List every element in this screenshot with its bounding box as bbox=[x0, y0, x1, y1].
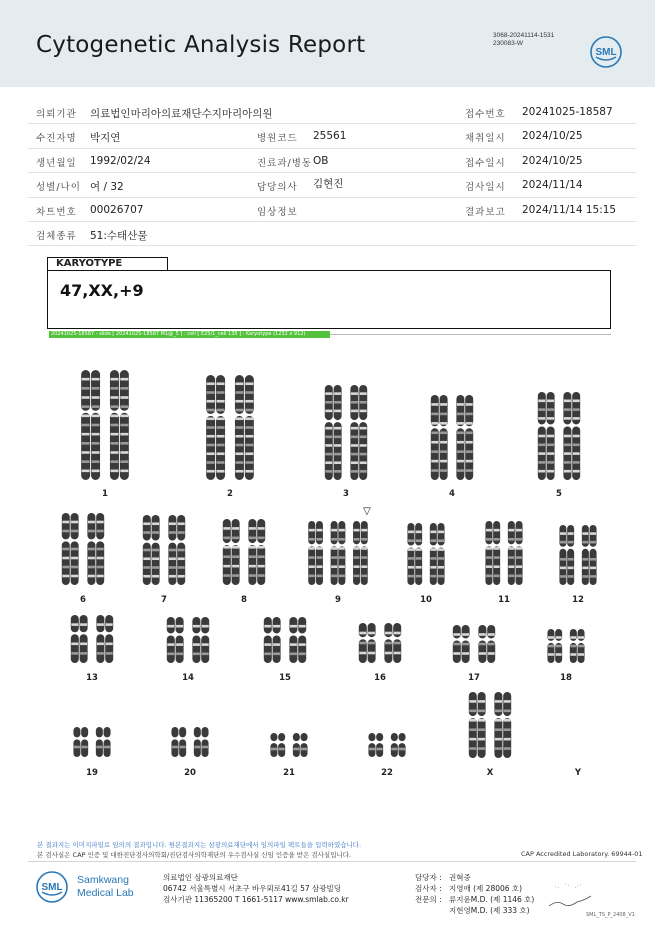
dept-label: 진료과/병동 bbox=[257, 157, 313, 169]
document-code: SML_TS_P_2408_V1 bbox=[586, 912, 635, 918]
institution-value: 의료법인마리아의료재단수지마리아의원 bbox=[90, 108, 273, 120]
report-code-line2: 230083-W bbox=[493, 40, 523, 47]
chromosome-label-20: 20 bbox=[184, 768, 196, 778]
chromosome-label-15: 15 bbox=[279, 673, 291, 683]
staff-specialist-value: 류지윤M.D. (제 1146 호) bbox=[449, 895, 535, 904]
chromosome-12 bbox=[559, 525, 596, 585]
chromosome-10 bbox=[407, 523, 444, 585]
report-title: Cytogenetic Analysis Report bbox=[36, 32, 366, 58]
chromosome-21 bbox=[270, 733, 307, 757]
chromosome-label-11: 11 bbox=[498, 595, 510, 605]
chromosome-label-X: X bbox=[486, 768, 494, 778]
chromosome-16 bbox=[359, 623, 401, 663]
dob-value: 1992/02/24 bbox=[90, 154, 151, 167]
footer-divider bbox=[28, 861, 636, 862]
chromosome-13 bbox=[71, 615, 113, 663]
report-code-line1: 3068-20241114-1531 bbox=[493, 32, 555, 39]
staff-manager-value: 권혁중 bbox=[449, 873, 471, 882]
sex-age-label: 성별/나이 bbox=[36, 182, 81, 194]
chromosome-19 bbox=[73, 727, 110, 757]
chromosome-label-14: 14 bbox=[182, 673, 194, 683]
specimen-label: 검체종류 bbox=[36, 230, 77, 242]
patient-value: 박지연 bbox=[90, 132, 121, 145]
chromosome-9 bbox=[308, 521, 368, 585]
chromosome-20 bbox=[171, 727, 208, 757]
karyotype-result: 47,XX,+9 bbox=[60, 281, 144, 300]
chromosome-label-16: 16 bbox=[374, 673, 386, 683]
chromosome-label-6: 6 bbox=[80, 595, 86, 605]
staff-manager-label: 담당자 : bbox=[415, 873, 442, 882]
lab-name-line1: Samkwang bbox=[77, 874, 129, 886]
signature-icon bbox=[545, 880, 595, 912]
staff-specialist-label: 전문의 : bbox=[415, 895, 442, 904]
receipt-no-label: 접수번호 bbox=[465, 109, 506, 120]
hospital-code-value: 25561 bbox=[313, 130, 347, 143]
chromosome-label-17: 17 bbox=[468, 673, 480, 683]
lab-name-line2: Medical Lab bbox=[77, 887, 134, 899]
chromosome-11 bbox=[485, 521, 522, 585]
lab-address: 06742 서울특별시 서초구 바우뫼로41길 57 삼광빌딩 bbox=[163, 884, 342, 893]
receipt-no-value: 20241025-18587 bbox=[522, 106, 613, 118]
chromosome-label-Y: Y bbox=[574, 768, 582, 778]
chromosome-15 bbox=[264, 617, 306, 663]
staff-tester-label: 검사자 : bbox=[415, 884, 442, 893]
chromosome-4 bbox=[431, 395, 473, 480]
chromosome-label-21: 21 bbox=[283, 768, 295, 778]
chromosome-label-19: 19 bbox=[86, 768, 98, 778]
extra-chromosome-marker-icon: ▽ bbox=[363, 506, 371, 517]
chromosome-2 bbox=[206, 375, 254, 480]
chromosome-8 bbox=[223, 519, 265, 585]
chromosome-22 bbox=[368, 733, 405, 757]
chromosome-label-3: 3 bbox=[343, 489, 349, 499]
chromosome-label-13: 13 bbox=[86, 673, 98, 683]
chart-no-value: 00026707 bbox=[90, 203, 144, 216]
test-date-value: 2024/11/14 bbox=[522, 179, 583, 192]
sex-age-value: 여 / 32 bbox=[90, 181, 124, 194]
doctor-label: 담당의사 bbox=[257, 182, 298, 194]
lab-contact: 검사기관 11365200 T 1661-5117 www.smlab.co.kr bbox=[163, 895, 349, 904]
chromosome-label-5: 5 bbox=[556, 489, 562, 499]
receipt-date-label: 접수일시 bbox=[465, 157, 506, 169]
chromosome-label-2: 2 bbox=[227, 489, 233, 499]
karyotype-tab: KARYOTYPE bbox=[47, 257, 168, 270]
report-date-value: 2024/11/14 15:15 bbox=[522, 203, 617, 216]
chromosome-label-12: 12 bbox=[572, 595, 584, 605]
chromosome-label-1: 1 bbox=[102, 489, 108, 499]
sml-logo-text: SML bbox=[595, 47, 617, 58]
samkwang-logo-mark: SML bbox=[41, 882, 63, 893]
dept-value: OB bbox=[313, 154, 329, 167]
chromosome-1 bbox=[81, 370, 129, 480]
collect-date-label: 채취일시 bbox=[465, 133, 506, 145]
foundation-name: 의료법인 삼광의료재단 bbox=[163, 873, 238, 882]
chromosome-18 bbox=[547, 629, 584, 663]
test-date-label: 검사일시 bbox=[465, 182, 506, 194]
specimen-value: 51:수태산물 bbox=[90, 229, 148, 242]
chromosome-label-4: 4 bbox=[449, 489, 455, 499]
receipt-date-value: 2024/10/25 bbox=[522, 154, 583, 167]
chromosome-6 bbox=[62, 513, 104, 585]
chromosome-3 bbox=[325, 385, 367, 480]
clinical-label: 임상정보 bbox=[257, 206, 298, 218]
cap-accreditation: CAP Accredited Laboratory. 69944-01 bbox=[521, 850, 643, 858]
slide-info-strip: 20241025-18587 - slide [ 20241025-18587 M1@_5 ] : cell [ E25/1_cell 135 ] : Karyotype (1232 x 912) bbox=[49, 331, 330, 338]
footer-note-blue: 본 결과지는 이미지파일로 임의의 결과입니다. 원본결과지는 삼광의료재단에서 임의파일 팩트들을 입력하였습니다. bbox=[37, 841, 362, 849]
dob-label: 생년월일 bbox=[36, 157, 77, 169]
chromosome-label-22: 22 bbox=[381, 768, 393, 778]
chromosome-label-10: 10 bbox=[420, 595, 432, 605]
chromosome-X bbox=[469, 692, 511, 758]
chart-no-label: 차트번호 bbox=[36, 206, 77, 218]
patient-label: 수진자명 bbox=[36, 133, 77, 145]
collect-date-value: 2024/10/25 bbox=[522, 130, 583, 143]
footer-note: 본 검사실은 CAP 인증 및 대한진단검사의학회/진단검사의학재단의 우수검사실 신임 인증을 받은 검사실입니다. bbox=[37, 851, 352, 859]
staff-tester-value: 지영애 (제 28006 호) bbox=[449, 884, 523, 893]
chromosome-label-7: 7 bbox=[161, 595, 167, 605]
chromosome-label-18: 18 bbox=[560, 673, 572, 683]
chromosome-14 bbox=[167, 617, 209, 663]
chromosome-label-8: 8 bbox=[241, 595, 247, 605]
chromosome-17 bbox=[453, 625, 495, 663]
chromosome-5 bbox=[538, 392, 580, 480]
institution-label: 의뢰기관 bbox=[36, 109, 77, 120]
staff-specialist2-value: 지현영M.D. (제 333 호) bbox=[449, 906, 530, 915]
hospital-code-label: 병원코드 bbox=[257, 133, 298, 145]
report-date-label: 결과보고 bbox=[465, 206, 506, 218]
chromosome-7 bbox=[143, 515, 185, 585]
samkwang-logo-icon bbox=[36, 871, 68, 903]
chromosome-label-9: 9 bbox=[335, 595, 341, 605]
doctor-value: 김현진 bbox=[313, 178, 344, 191]
